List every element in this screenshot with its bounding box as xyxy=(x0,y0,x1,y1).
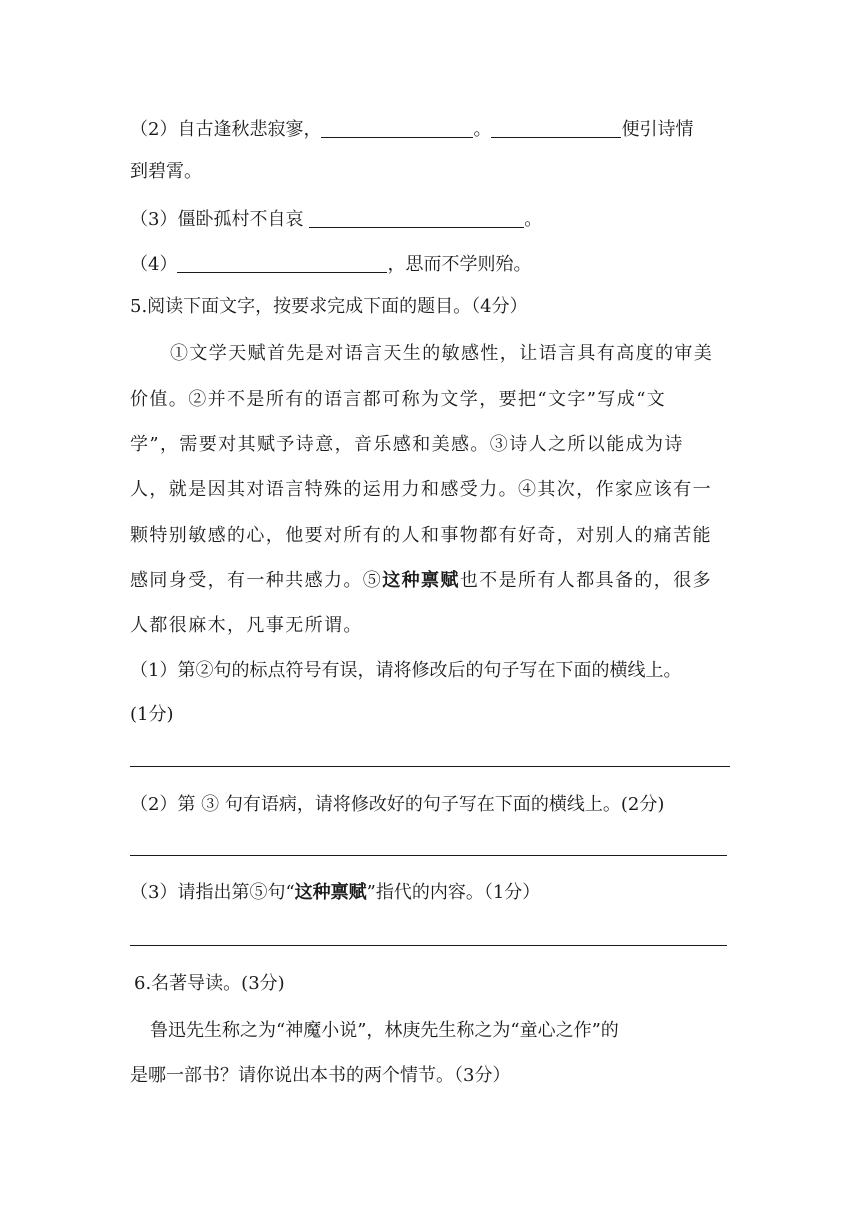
q4-item3-suffix: 。 xyxy=(524,209,543,230)
q4-item2-blank2[interactable] xyxy=(491,119,621,138)
q5-passage-line2: 价值。②并不是所有的语言都可称为文学，要把“文字”写成“文 xyxy=(130,389,667,410)
q5-sub1-text: （1）第②句的标点符号有误，请将修改后的句子写在下面的横线上。 xyxy=(130,660,682,681)
q5-sub3-text xyxy=(130,884,540,902)
q4-item4-suffix: ，思而不学则殆。 xyxy=(387,254,532,275)
q5-passage-line6-a: 感同身受，有一种共感力。⑤ xyxy=(130,570,383,591)
q4-item3 xyxy=(130,209,542,229)
q5-sub3-bold-phrase: 这种禀赋 xyxy=(294,882,367,903)
q5-title: 5.阅读下面文字，按要求完成下面的题目。（4分） xyxy=(130,296,528,317)
q6-line1: 鲁迅先生称之为“神魔小说”，林庚先生称之为“童心之作”的 xyxy=(150,1020,619,1041)
q4-item2-prefix: （2）自古逢秋悲寂寥， xyxy=(130,119,322,140)
q5-passage-line3: 学”，需要对其赋予诗意，音乐感和美感。③诗人之所以能成为诗 xyxy=(130,434,684,455)
q5-passage-bold-phrase: 这种禀赋 xyxy=(382,570,460,591)
q5-sub3-answer-line[interactable] xyxy=(130,945,727,946)
q5-sub3-b: ”指代的内容。（1分） xyxy=(366,882,541,903)
q5-sub2-answer-line[interactable] xyxy=(130,855,727,856)
q5-passage-line5: 颗特别敏感的心，他要对所有的人和事物都有好奇，对别人的痛苦能 xyxy=(130,525,712,546)
q5-passage-line6 xyxy=(130,572,712,590)
q5-sub2-text: （2）第 ③ 句有语病，请将修改好的句子写在下面的横线上。(2分) xyxy=(130,794,665,815)
q5-sub1-score: (1分) xyxy=(130,704,174,725)
q6-title: 6.名著导读。(3分) xyxy=(134,973,285,994)
q4-item3-blank[interactable] xyxy=(309,209,524,228)
q4-item4-prefix: （4） xyxy=(130,254,178,275)
q4-item4-blank[interactable] xyxy=(177,254,387,273)
q4-item2-blank1[interactable] xyxy=(321,119,473,138)
q6-line2: 是哪一部书？请你说出本书的两个情节。（3分） xyxy=(130,1065,511,1086)
q4-item2-line2: 到碧霄。 xyxy=(130,161,202,182)
q5-sub1-answer-line[interactable] xyxy=(130,766,730,767)
q4-item4 xyxy=(130,254,531,274)
q4-item2-suffix: 便引诗情 xyxy=(621,119,694,140)
q5-passage-line7: 人都很麻木，凡事无所谓。 xyxy=(130,615,363,636)
q4-item2-line1 xyxy=(130,119,693,139)
q4-item3-prefix: （3）僵卧孤村不自哀 xyxy=(130,209,310,230)
q5-sub3-a: （3）请指出第⑤句“ xyxy=(130,882,295,903)
q5-passage-line1: ①文学天赋首先是对语言天生的敏感性，让语言具有高度的审美 xyxy=(170,343,714,364)
q5-passage-line4: 人，就是因其对语言特殊的运用力和感受力。④其次，作家应该有一 xyxy=(130,479,712,500)
q4-item2-mid: 。 xyxy=(473,119,492,140)
q5-passage-line6-b: 也不是所有人都具备的，很多 xyxy=(459,570,713,591)
